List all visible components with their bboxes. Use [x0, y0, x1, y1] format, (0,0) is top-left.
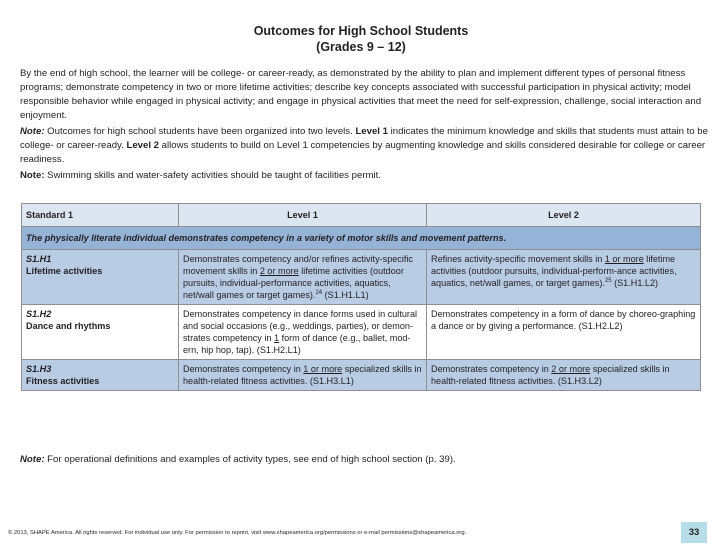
- title-line-2: (Grades 9 – 12): [316, 40, 406, 54]
- cell-text: specialized skills in health-related fitness activities. (S1.H3.L2): [431, 364, 670, 386]
- standard-table: [21, 203, 701, 391]
- level-2-cell: [427, 305, 701, 360]
- table-row: [22, 305, 701, 360]
- cell-emphasis: 1 or more: [303, 364, 343, 374]
- note-label: Note:: [20, 126, 45, 137]
- cell-code: (S1.H1.L1): [322, 290, 369, 300]
- table-row: [22, 360, 701, 391]
- note-text: indicates the minimum knowledge and skills that students must attain to be college- or career-ready.: [20, 126, 708, 151]
- outcome-cell: [22, 360, 179, 391]
- cell-emphasis: 1 or more: [604, 254, 644, 264]
- levels-note: [20, 125, 710, 167]
- table-header-row: [22, 204, 701, 227]
- outcome-code: S1.H1: [26, 254, 52, 264]
- page-number-badge: 33: [681, 522, 707, 543]
- definitions-note: [20, 454, 456, 465]
- page-title: [0, 23, 722, 55]
- cell-emphasis: 2 or more: [551, 364, 591, 374]
- cell-emphasis: 2 or more: [259, 266, 299, 276]
- cell-text: Demonstrates competency in dance forms used in cultural and social occasions (e.g., weddings, parties), or demon-strates competency in: [183, 309, 418, 343]
- footnote-ref: 25: [604, 278, 612, 284]
- header-level-2: Level 2: [427, 204, 701, 227]
- level2-label: Level 2: [126, 140, 160, 151]
- cell-text: Demonstrates competency in a form of dance by choreo-graphing a dance or by giving a performance. (S1.H2.L2): [431, 309, 696, 331]
- outcome-name: Dance and rhythms: [26, 321, 111, 331]
- level-1-cell: [179, 360, 427, 391]
- title-line-1: Outcomes for High School Students: [253, 24, 469, 38]
- cell-text: lifetime activities (outdoor pursuits, individual-perform-ance activities, aquatics, net/wall games, or target games).: [431, 254, 677, 288]
- level-2-cell: [427, 250, 701, 305]
- note-text: Outcomes for high school students have been organized into two levels.: [44, 126, 356, 137]
- intro-paragraph: By the end of high school, the learner will be college- or career-ready, as demonstrated by the ability to plan and implement different types of personal fitness programs; demonstrate competency in two or more lifetime activities; describe key concepts associated with successful participation in physical activity; model responsible behavior while engaged in physical activity; and engage in physical activities that meet the need for self-expression, challenge, social interaction and enjoyment.: [20, 68, 702, 121]
- cell-emphasis: 1: [273, 333, 280, 343]
- copyright-footer: © 2013, SHAPE America. All rights reserved. For individual use only. For permission to reprint, visit www.shapeamerica.org/permissions or e-mail permissions@shapeamerica.org.: [8, 530, 467, 536]
- cell-text: Refines activity-specific movement skills in: [431, 254, 605, 264]
- standard-statement-row: [22, 227, 701, 250]
- standard-statement: The physically literate individual demonstrates competency in a variety of motor skills and movement patterns.: [22, 227, 701, 250]
- cell-text: form of dance (e.g., ballet, mod-ern, hip hop, tap). (S1.H2.L1): [183, 333, 411, 355]
- note-label: Note:: [20, 170, 45, 181]
- cell-code: (S1.H1.L2): [611, 278, 659, 288]
- table-row: [22, 250, 701, 305]
- outcome-cell: [22, 250, 179, 305]
- outcome-name: Fitness activities: [26, 376, 100, 386]
- level1-label: Level 1: [355, 126, 388, 137]
- note-text: Swimming skills and water-safety activities should be taught of facilities permit.: [44, 170, 381, 181]
- level-1-cell: [179, 305, 427, 360]
- cell-text: specialized skills in health-related fitness activities. (S1.H3.L1): [183, 364, 422, 386]
- level-2-cell: [427, 360, 701, 391]
- note-text: For operational definitions and examples of activity types, see end of high school section (p. 39).: [44, 454, 456, 465]
- level-1-cell: [179, 250, 427, 305]
- header-level-1: Level 1: [179, 204, 427, 227]
- cell-text: Demonstrates competency in: [183, 364, 304, 374]
- outcome-code: S1.H3: [26, 364, 52, 374]
- cell-text: lifetime activities (outdoor pursuits, individual-performance activities, aquatics, net/wall games or target games).: [183, 266, 404, 300]
- cell-text: Demonstrates competency and/or refines activity-specific movement skills in: [183, 254, 413, 276]
- cell-text: Demonstrates competency in: [431, 364, 552, 374]
- outcome-name: Lifetime activities: [26, 266, 103, 276]
- swimming-note: [20, 169, 710, 183]
- outcome-code: S1.H2: [26, 309, 52, 319]
- header-standard: Standard 1: [22, 204, 179, 227]
- footnote-ref: 24: [315, 290, 323, 296]
- note-label: Note:: [20, 454, 45, 465]
- outcome-cell: [22, 305, 179, 360]
- note-text: allows students to build on Level 1 competencies by augmenting knowledge and skills considered desirable for college or career readiness.: [20, 140, 706, 165]
